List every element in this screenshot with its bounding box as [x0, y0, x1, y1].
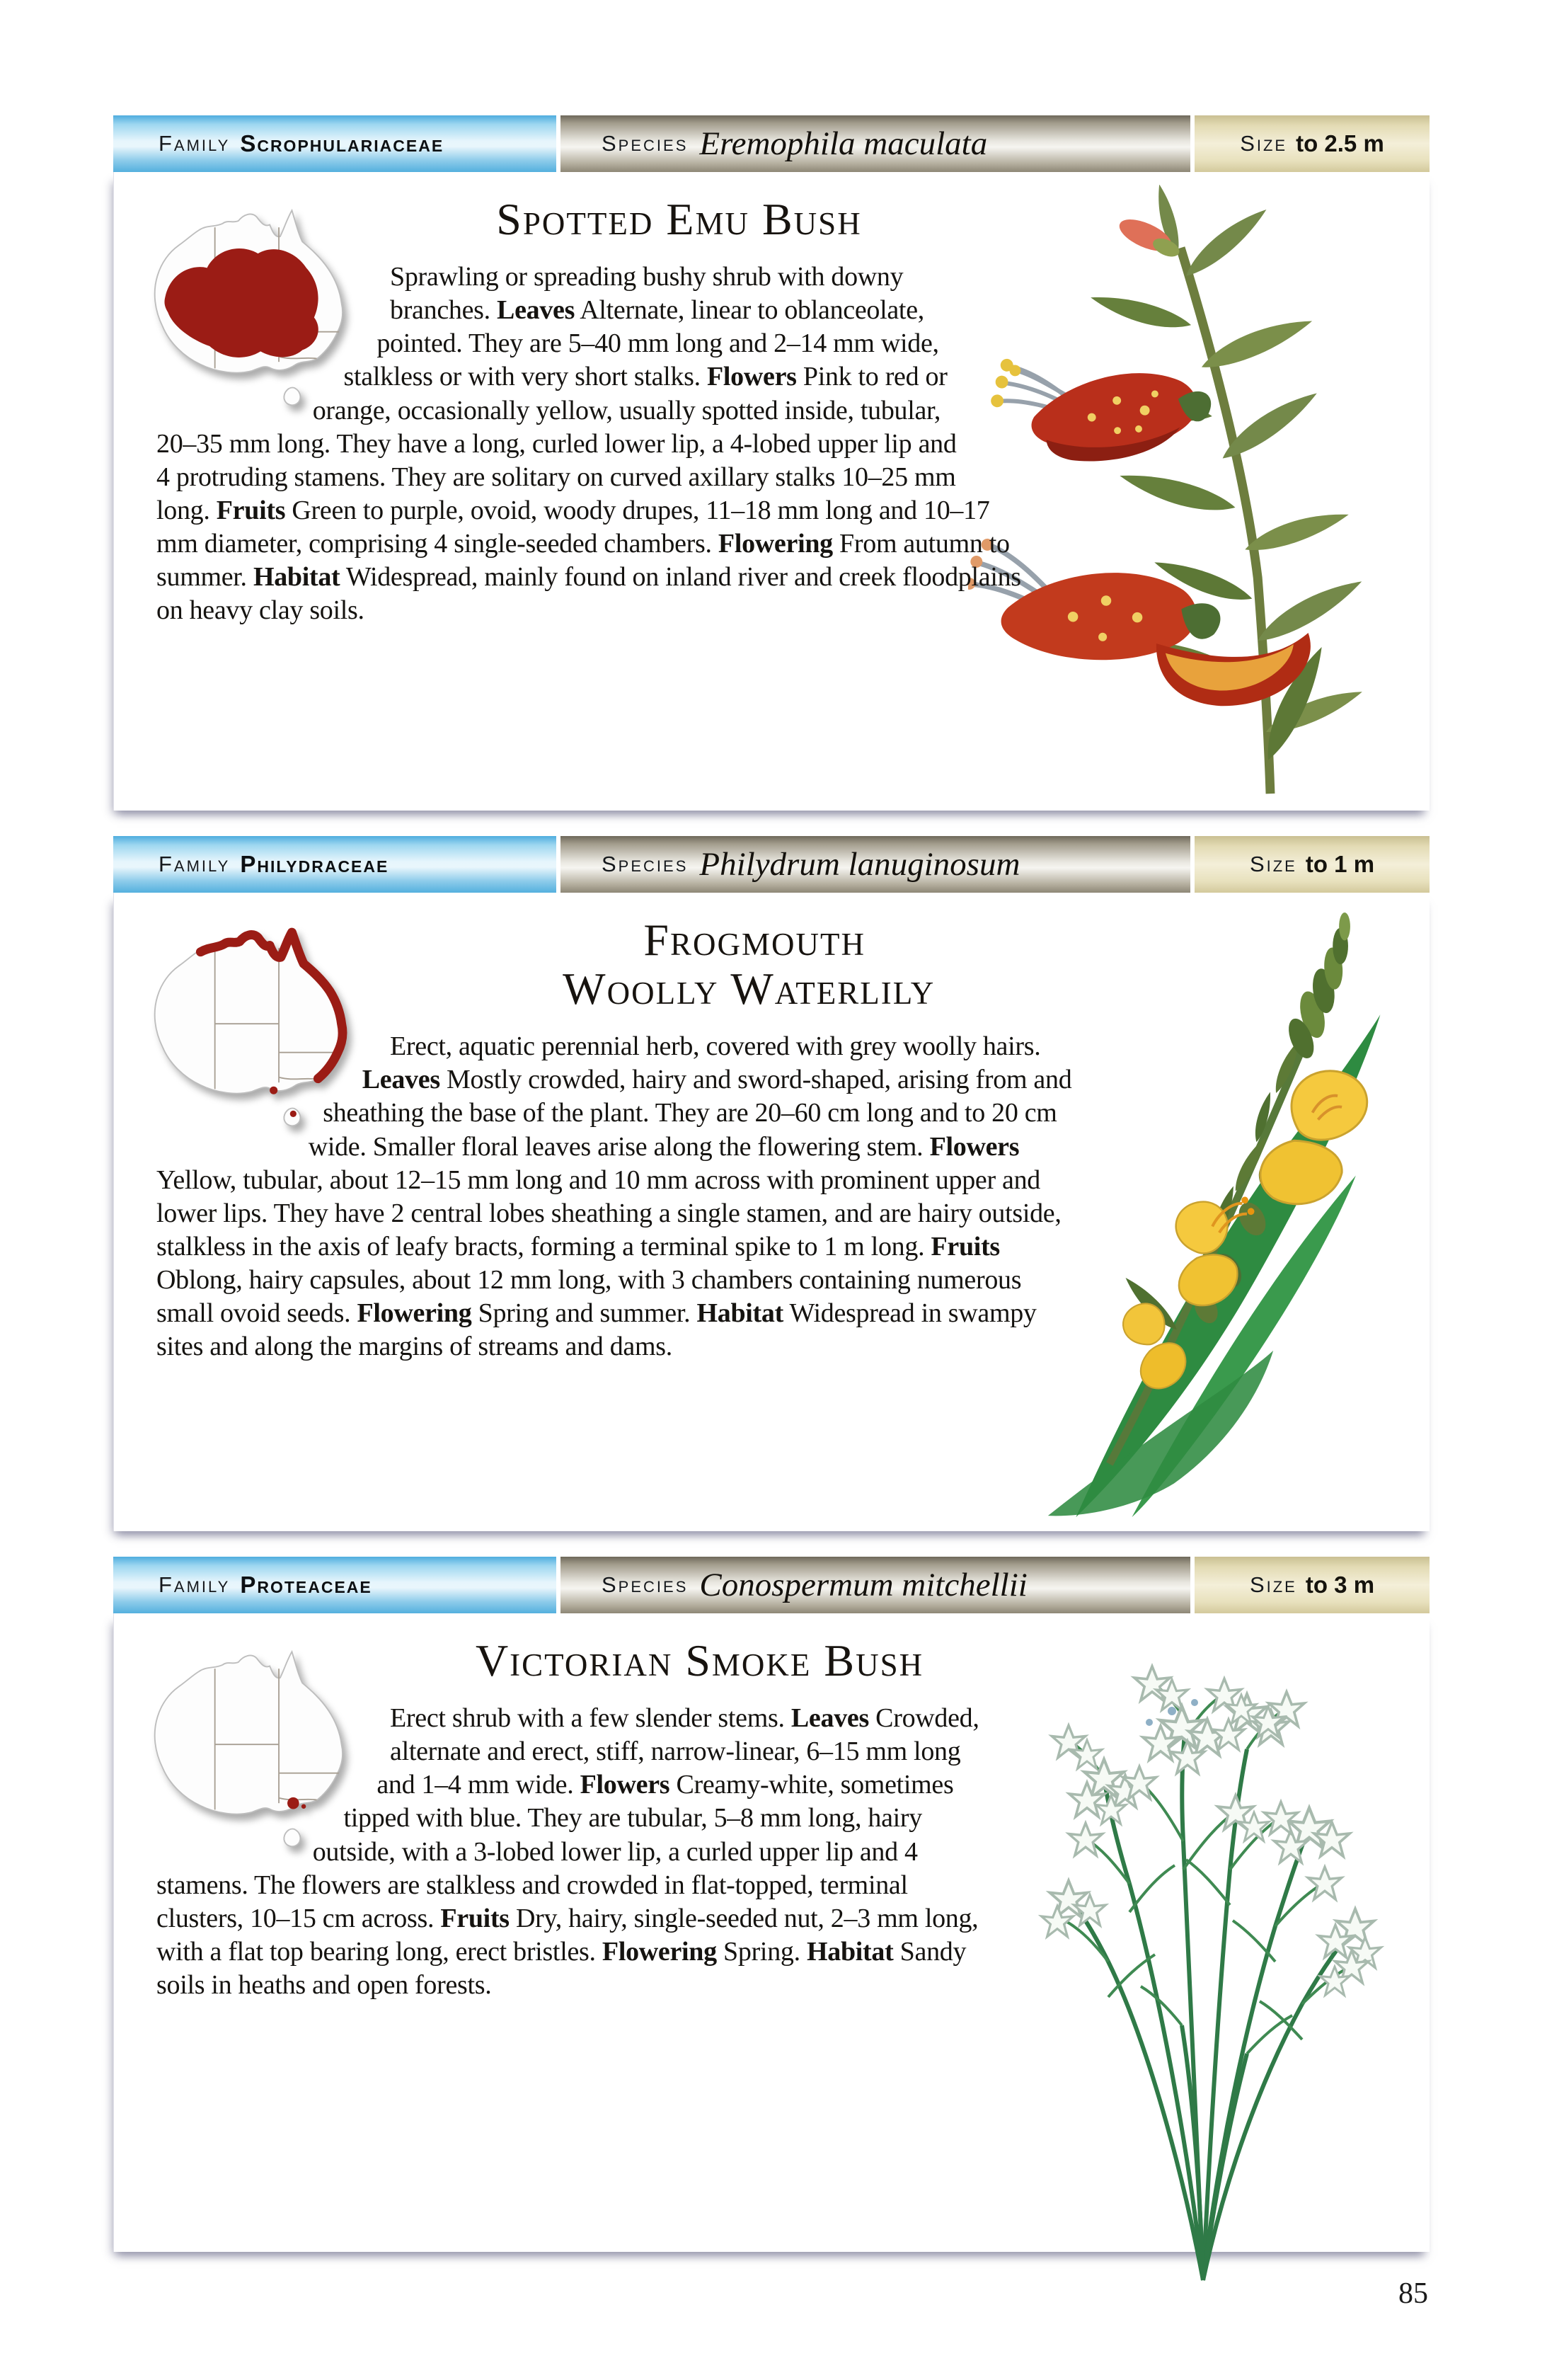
size-value: to 1 m — [1305, 851, 1375, 877]
size-bar — [1195, 115, 1430, 172]
common-name-title: Spotted Emu Bush — [496, 194, 862, 244]
card-body — [113, 893, 1430, 1531]
size-label: Size — [1249, 1572, 1297, 1597]
size-bar — [1195, 1557, 1430, 1613]
species-label: Species — [602, 852, 689, 876]
species-bar — [560, 1557, 1190, 1613]
species-description: Sprawling or spreading bushy shrub with downy branches. Leaves Alternate, linear to oblanceolate, pointed. They are 5–40 mm long and 2–14 mm wide, stalkless or with very short stalks. Flowers Pink to red or orange, occasionally yellow, usually spotted inside, tubular, 20–35 mm long. They have a long, curled lower lip, a 4-lobed upper lip and 4 protruding stamens. They are solitary on curved axillary stalks 10–25 mm long. Fruits Green to purple, ovoid, woody drupes, 11–18 mm long and 10–17 mm diameter, comprising 4 single-seeded chambers. Flowering From autumn to summer. Habitat Widespread, mainly found on inland river and creek floodplains on heavy clay soils. — [156, 262, 1021, 626]
family-name: Philydraceae — [240, 851, 389, 877]
species-description: Erect, aquatic perennial herb, covered with grey woolly hairs. Leaves Mostly crowded, hairy and sword-shaped, arising from and sheathing the base of the plant. They are 20–60 cm long and to 20 cm wide. Smaller floral leaves arise along the flowering stem. Flowers Yellow, tubular, about 12–15 mm long and 10 mm across with prominent upper and lower lips. They have 2 central lobes sheathing a single stamen, and are hairy outside, stalkless in the axis of leafy bracts, forming a terminal spike to 1 m long. Fruits Oblong, hairy capsules, about 12 mm long, with 3 chambers containing numerous small ovoid seeds. Flowering Spring and summer. Habitat Widespread in swampy sites and along the margins of streams and dams. — [156, 1031, 1072, 1362]
size-value: to 3 m — [1305, 1572, 1375, 1598]
family-label: Family — [159, 1572, 231, 1597]
species-card-spotted-emu-bush — [113, 115, 1430, 811]
family-label: Family — [159, 131, 231, 156]
card-body — [113, 172, 1430, 811]
family-bar — [113, 115, 556, 172]
species-bar — [560, 115, 1190, 172]
species-label: Species — [602, 131, 689, 156]
card-header — [113, 836, 1430, 893]
family-bar — [113, 836, 556, 893]
size-label: Size — [1249, 852, 1297, 876]
species-card-frogmouth-woolly-waterlily — [113, 836, 1430, 1531]
common-name-title: Victorian Smoke Bush — [475, 1635, 924, 1686]
family-name: Proteaceae — [240, 1572, 372, 1598]
page-content — [113, 115, 1430, 2287]
plant-illustration-philydrum-lanuginosum — [1026, 910, 1420, 1526]
family-bar — [113, 1557, 556, 1613]
card-header — [113, 115, 1430, 172]
common-name-title: Frogmouth Woolly Waterlily — [563, 915, 936, 1014]
distribution-map-philydrum-lanuginosum — [137, 917, 372, 1133]
distribution-map-conospermum-mitchellii — [137, 1637, 372, 1854]
card-body — [113, 1613, 1430, 2252]
species-name: Philydrum lanuginosum — [699, 846, 1020, 883]
species-name: Conospermum mitchellii — [699, 1567, 1028, 1603]
size-label: Size — [1240, 131, 1288, 156]
plant-illustration-eremophila-maculata — [968, 185, 1421, 802]
species-bar — [560, 836, 1190, 893]
family-label: Family — [159, 852, 231, 876]
size-bar — [1195, 836, 1430, 893]
size-value: to 2.5 m — [1296, 130, 1384, 156]
family-name: Scrophulariaceae — [240, 130, 444, 156]
page-number: 85 — [1398, 2277, 1428, 2310]
species-description: Erect shrub with a few slender stems. Leaves Crowded, alternate and erect, stiff, narrow-linear, 6–15 mm long and 1–4 mm wide. Flowers Creamy-white, sometimes tipped with blue. They are tubular, 5–8 mm long, hairy outside, with a 3-lobed lower lip, a curled upper lip and 4 stamens. The flowers are stalkless and crowded in flat-topped, terminal clusters, 10–15 cm across. Fruits Dry, hairy, single-seeded nut, 2–3 mm long, with a flat top bearing long, erect bristles. Flowering Spring. Habitat Sandy soils in heaths and open forests. — [156, 1703, 979, 2000]
species-name: Eremophila maculata — [699, 125, 988, 162]
species-label: Species — [602, 1572, 689, 1597]
card-header — [113, 1557, 1430, 1613]
plant-illustration-conospermum-mitchellii — [970, 1629, 1422, 2287]
species-card-victorian-smoke-bush — [113, 1557, 1430, 2252]
distribution-area — [287, 1797, 299, 1809]
distribution-map-eremophila-maculata — [137, 196, 372, 413]
